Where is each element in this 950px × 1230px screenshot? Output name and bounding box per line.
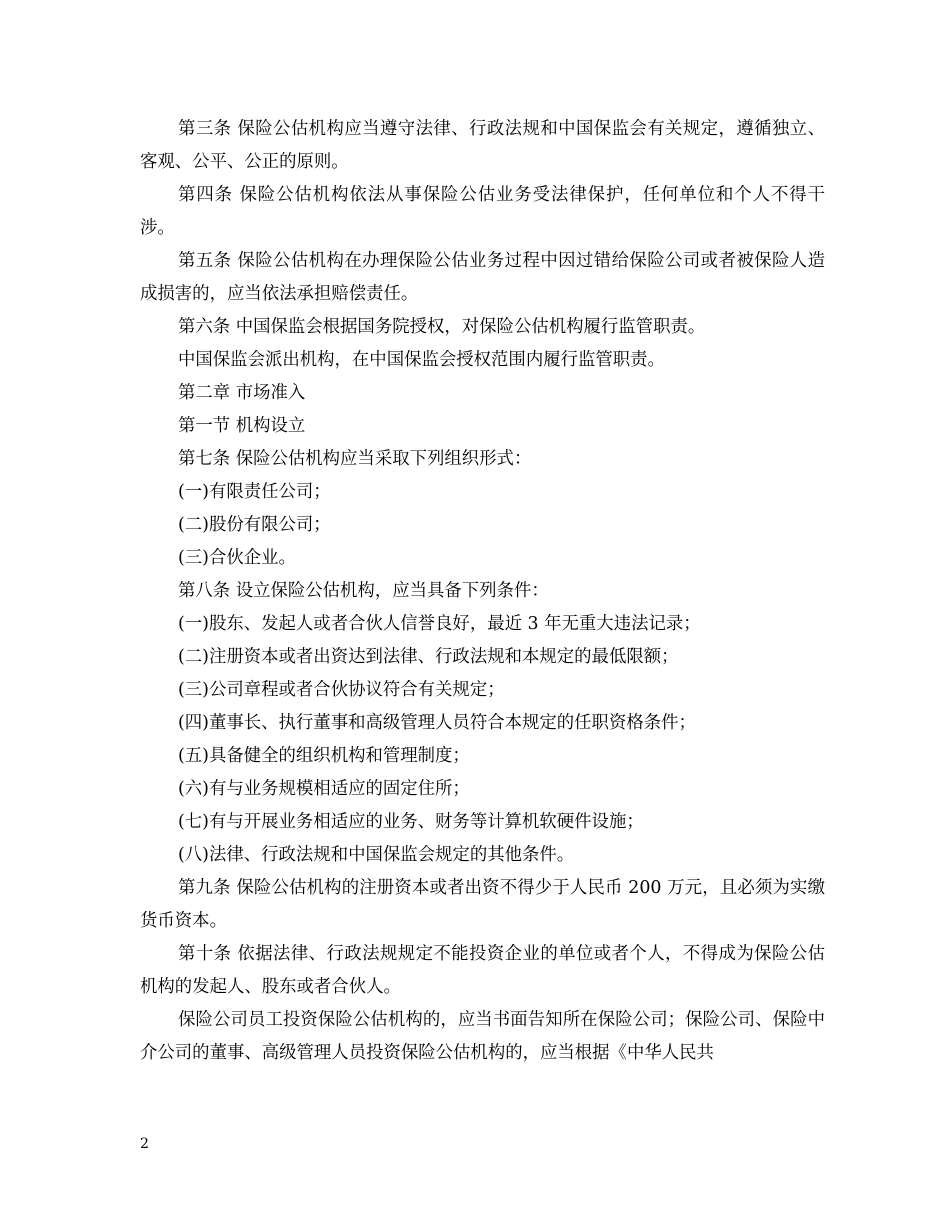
list-item: (二)股份有限公司； [178,515,331,535]
chapter-heading: 第二章 市场准入 [178,383,306,403]
list-item: (二)注册资本或者出资达到法律、行政法规和本规定的最低限额； [178,647,679,667]
paragraph-article-10: 第十条 依据法律、行政法规规定不能投资企业的单位或者个人，不得成为保险公估机构的发起人、股东或者合伙人。 [140,944,825,997]
paragraph-employee-investment: 保险公司员工投资保险公估机构的，应当书面告知所在保险公司；保险公司、保险中介公司的董事、高级管理人员投资保险公估机构的，应当根据《中华人民共 [140,1010,825,1063]
list-item: (一)股东、发起人或者合伙人信誉良好，最近 3 年无重大违法记录； [178,614,701,634]
paragraph-dispatched-agencies: 中国保监会派出机构，在中国保监会授权范围内履行监管职责。 [178,350,665,370]
list-item: (七)有与开展业务相适应的业务、财务等计算机软硬件设施； [178,812,644,832]
paragraph-article-7: 第七条 保险公估机构应当采取下列组织形式： [178,449,532,469]
list-item: (四)董事长、执行董事和高级管理人员符合本规定的任职资格条件； [178,713,696,733]
paragraph-article-5: 第五条 保险公估机构在办理保险公估业务过程中因过错给保险公司或者被保险人造成损害的，应当依法承担赔偿责任。 [140,251,825,304]
list-item: (六)有与业务规模相适应的固定住所； [178,779,470,799]
list-item: (三)合伙企业。 [178,548,296,568]
list-item: (一)有限责任公司； [178,482,331,502]
paragraph-article-8: 第八条 设立保险公估机构，应当具备下列条件： [178,581,549,601]
list-item: (八)法律、行政法规和中国保监会规定的其他条件。 [178,845,575,865]
list-item: (三)公司章程或者合伙协议符合有关规定； [178,680,505,700]
paragraph-article-6: 第六条 中国保监会根据国务院授权，对保险公估机构履行监管职责。 [178,317,706,337]
page-number: 2 [140,1136,149,1152]
paragraph-article-4: 第四条 保险公估机构依法从事保险公估业务受法律保护，任何单位和个人不得干涉。 [140,185,825,238]
document-body [140,113,825,1070]
section-heading: 第一节 机构设立 [178,416,306,436]
paragraph-article-9: 第九条 保险公估机构的注册资本或者出资不得少于人民币 200 万元，且必须为实缴货币资本。 [140,878,825,931]
list-item: (五)具备健全的组织机构和管理制度； [178,746,470,766]
paragraph-article-3: 第三条 保险公估机构应当遵守法律、行政法规和中国保监会有关规定，遵循独立、客观、公平、公正的原则。 [140,119,825,172]
